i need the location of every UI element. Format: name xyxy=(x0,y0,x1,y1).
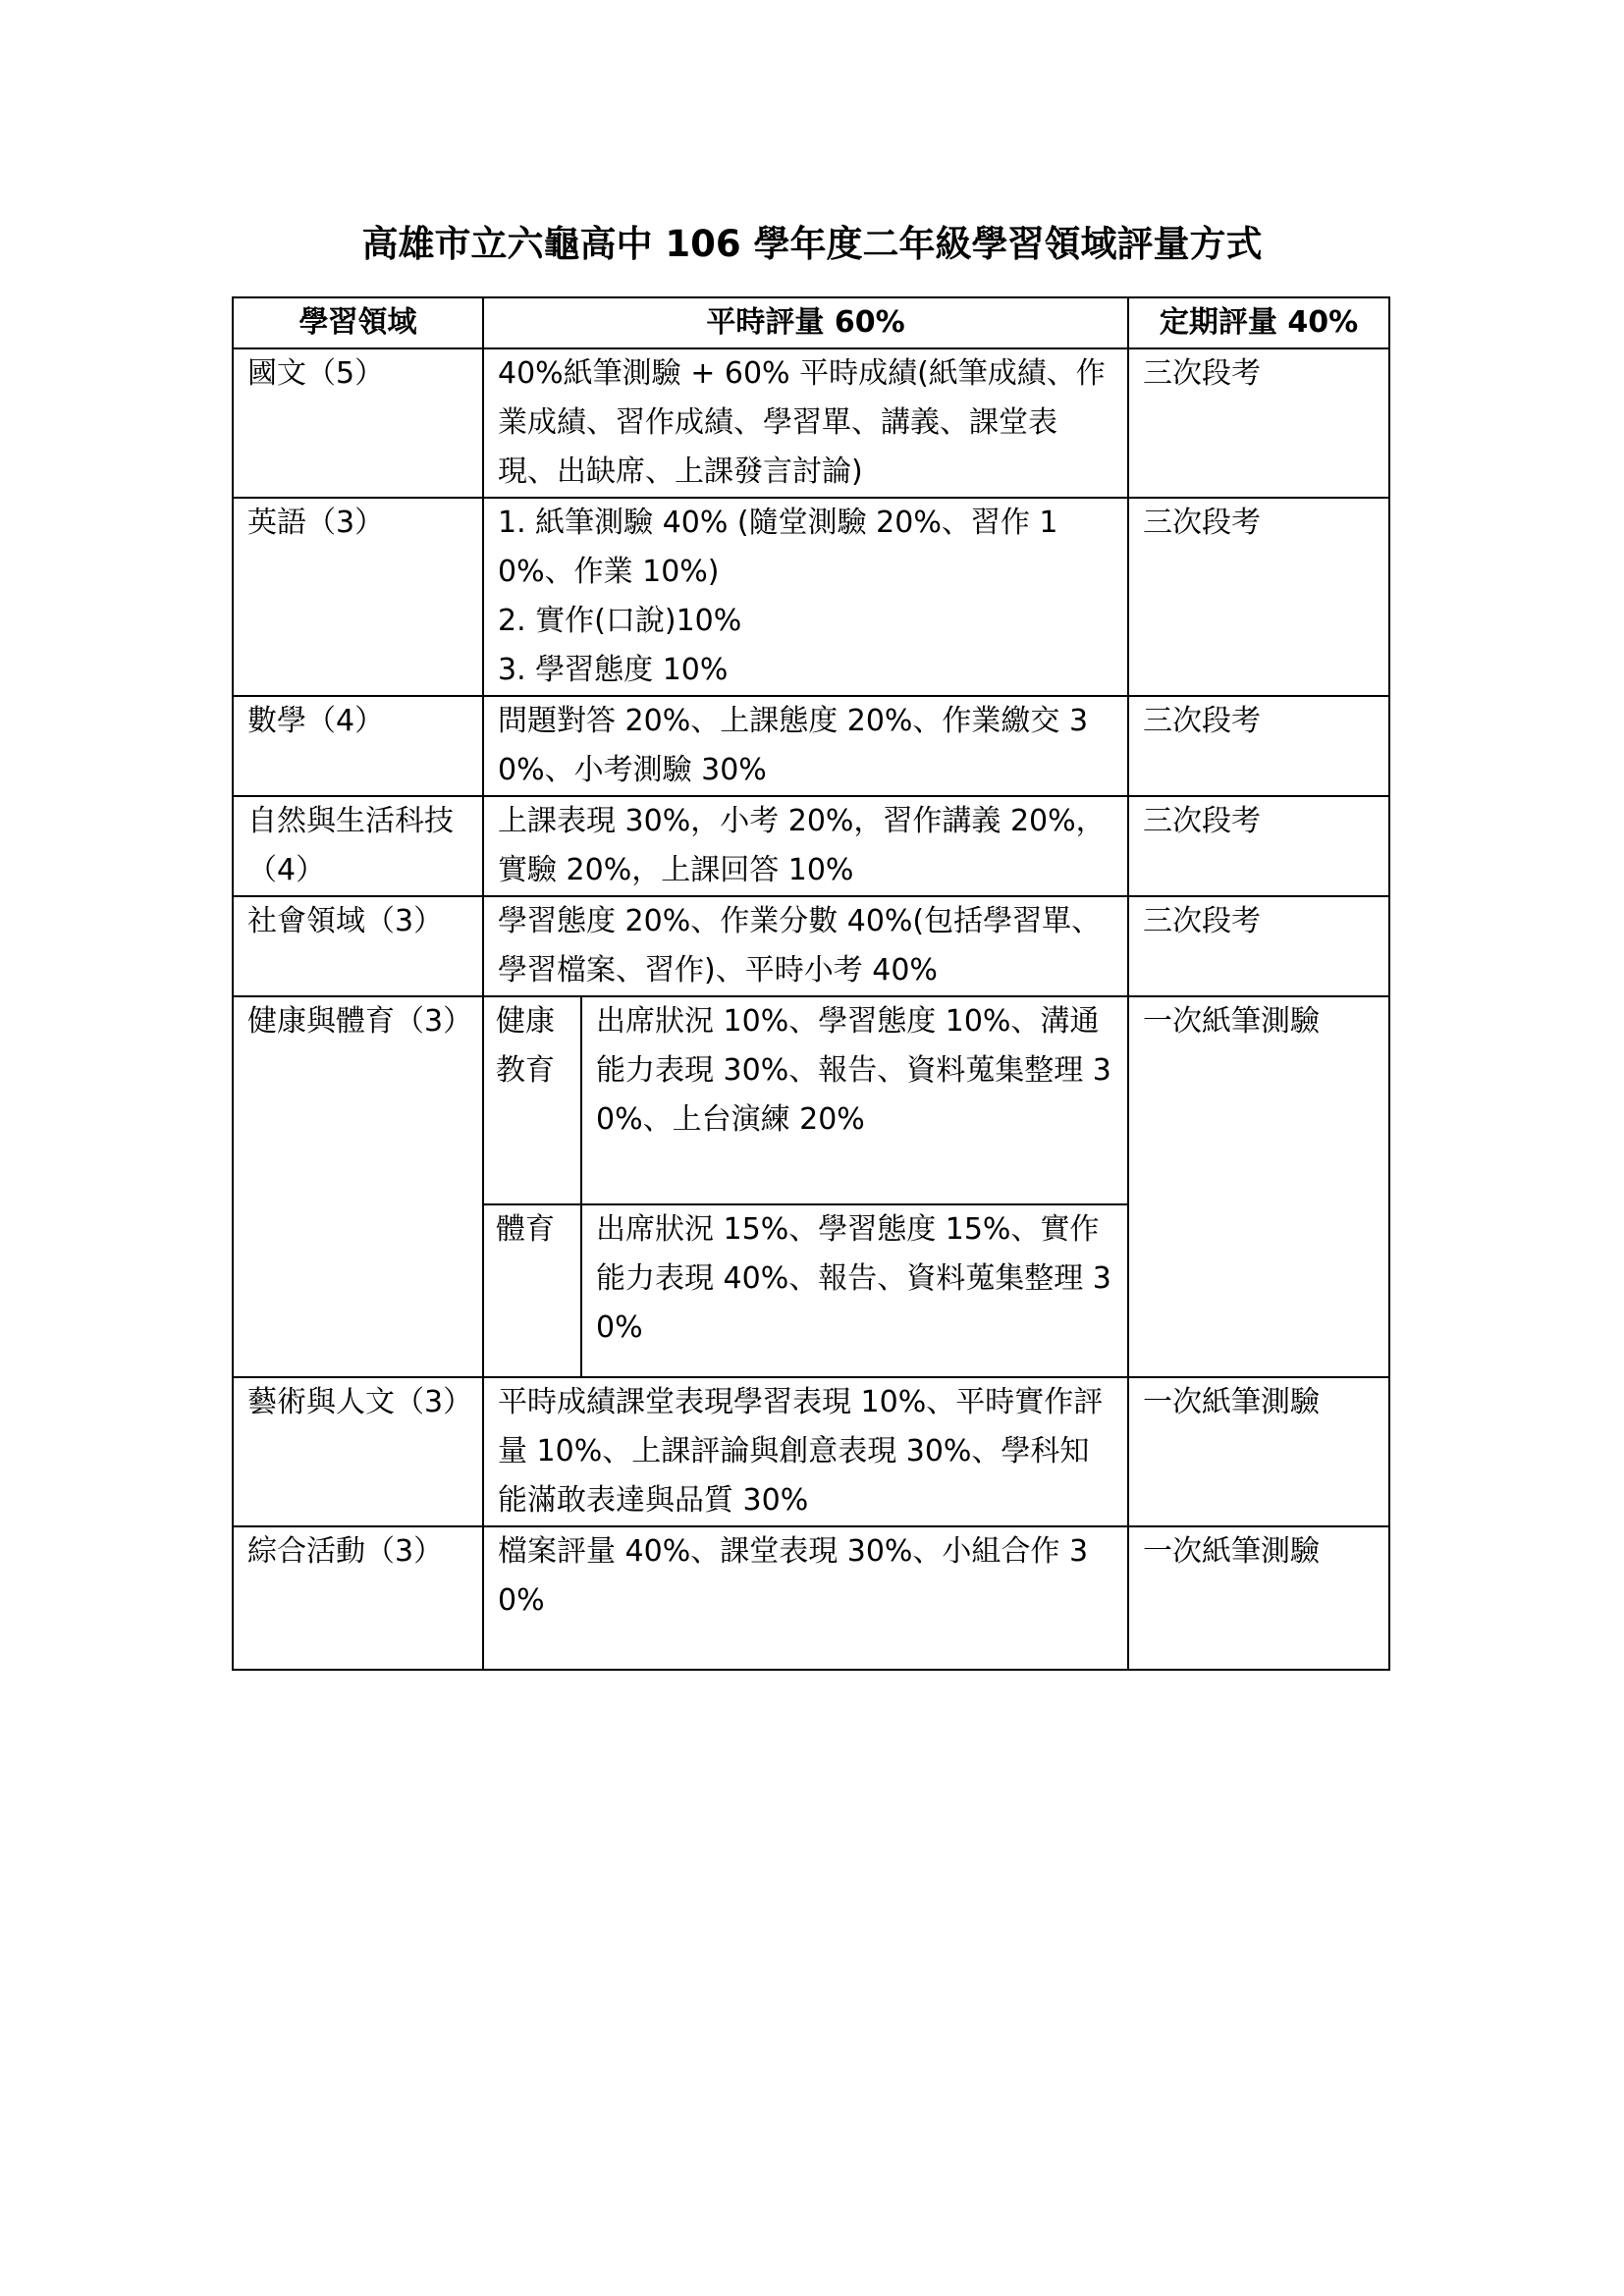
table-row xyxy=(233,348,1389,498)
table-row xyxy=(233,896,1389,996)
table-row xyxy=(233,1526,1389,1670)
periodic-cell: 三次段考 xyxy=(1128,796,1389,896)
domain-cell: 英語（3） xyxy=(233,498,483,696)
domain-cell: 健康與體育（3） xyxy=(233,996,483,1377)
regular-cell: 出席狀況 10%、學習態度 10%、溝通能力表現 30%、報告、資料蒐集整理 30%、上台演練 20% xyxy=(581,996,1128,1204)
table-row xyxy=(233,796,1389,896)
periodic-cell: 三次段考 xyxy=(1128,896,1389,996)
domain-cell: 國文（5） xyxy=(233,348,483,498)
domain-cell: 綜合活動（3） xyxy=(233,1526,483,1670)
regular-cell: 40%紙筆測驗 + 60% 平時成績(紙筆成績、作業成績、習作成績、學習單、講義、課堂表現、出缺席、上課發言討論) xyxy=(483,348,1128,498)
regular-cell: 問題對答 20%、上課態度 20%、作業繳交 30%、小考測驗 30% xyxy=(483,696,1128,796)
regular-cell: 檔案評量 40%、課堂表現 30%、小組合作 30% xyxy=(483,1526,1128,1670)
table-row xyxy=(233,996,1389,1204)
subdomain-cell: 健康教育 xyxy=(483,996,581,1204)
periodic-cell: 一次紙筆測驗 xyxy=(1128,1526,1389,1670)
header-periodic: 定期評量 40% xyxy=(1128,297,1389,348)
periodic-cell: 三次段考 xyxy=(1128,348,1389,498)
table-row xyxy=(233,696,1389,796)
domain-cell: 社會領域（3） xyxy=(233,896,483,996)
regular-cell: 出席狀況 15%、學習態度 15%、實作能力表現 40%、報告、資料蒐集整理 30% xyxy=(581,1204,1128,1377)
list-item: 2. 實作(口說)10% xyxy=(498,604,742,638)
domain-cell: 藝術與人文（3） xyxy=(233,1377,483,1526)
domain-cell: 數學（4） xyxy=(233,696,483,796)
header-domain: 學習領域 xyxy=(233,297,483,348)
regular-cell: 平時成績課堂表現學習表現 10%、平時實作評量 10%、上課評論與創意表現 30%、學科知能滿敢表達與品質 30% xyxy=(483,1377,1128,1526)
periodic-cell: 三次段考 xyxy=(1128,696,1389,796)
periodic-cell: 一次紙筆測驗 xyxy=(1128,996,1389,1377)
page-title: 高雄市立六龜高中 106 學年度二年級學習領域評量方式 xyxy=(361,223,1263,265)
list-item: 1. 紙筆測驗 40% (隨堂測驗 20%、習作 10%、作業 10%) xyxy=(498,506,1058,589)
assessment-table xyxy=(232,296,1390,1671)
periodic-cell: 三次段考 xyxy=(1128,498,1389,696)
regular-cell: 學習態度 20%、作業分數 40%(包括學習單、學習檔案、習作)、平時小考 40% xyxy=(483,896,1128,996)
regular-cell xyxy=(483,498,1128,696)
regular-cell: 上課表現 30%，小考 20%，習作講義 20%，實驗 20%，上課回答 10% xyxy=(483,796,1128,896)
list-item: 3. 學習態度 10% xyxy=(498,653,729,687)
periodic-cell: 一次紙筆測驗 xyxy=(1128,1377,1389,1526)
table-row xyxy=(233,1377,1389,1526)
subdomain-cell: 體育 xyxy=(483,1204,581,1377)
domain-cell: 自然與生活科技（4） xyxy=(233,796,483,896)
header-regular: 平時評量 60% xyxy=(483,297,1128,348)
table-header-row xyxy=(233,297,1389,348)
table-row xyxy=(233,498,1389,696)
